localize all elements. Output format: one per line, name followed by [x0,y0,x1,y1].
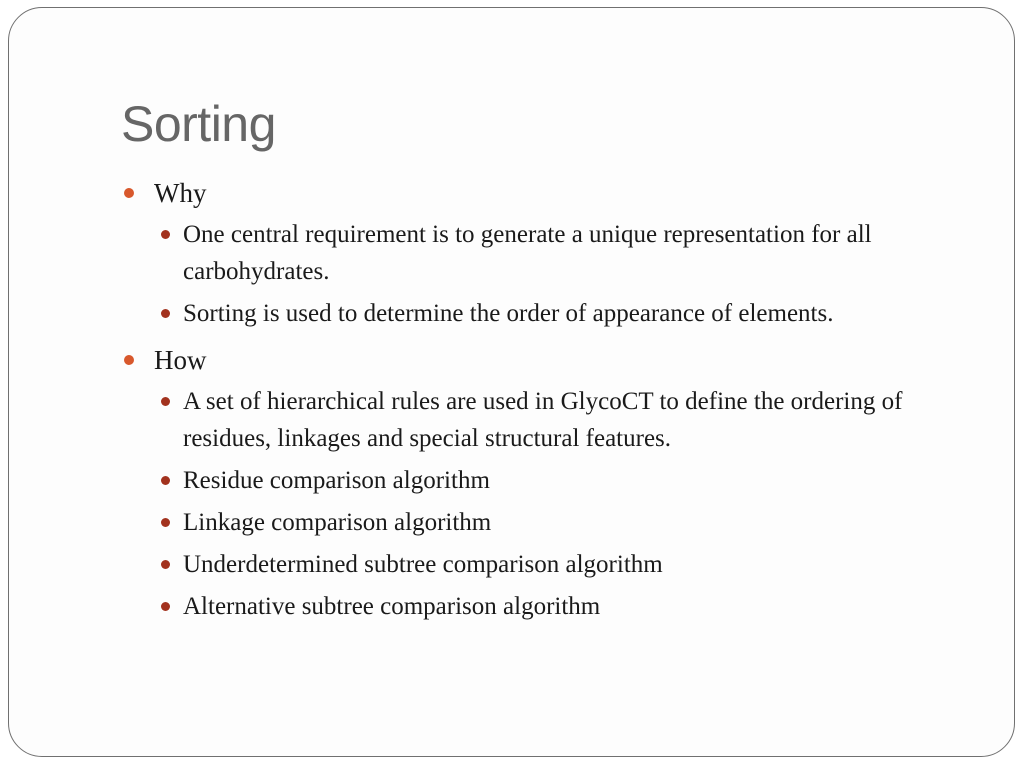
slide-title: Sorting [121,96,276,152]
list-item [123,295,973,332]
list-item [123,462,973,499]
list-item-text: A set of hierarchical rules are used in GlycoCT to define the ordering of residues, linkages and special structural features. [183,388,903,452]
list-item-text: Residue comparison algorithm [183,467,490,494]
list-item [123,216,973,290]
how-sub-list [123,383,973,625]
sub-bullet-dot-icon [161,560,170,569]
sub-bullet-dot-icon [161,397,170,406]
bullet-heading: Why [154,178,207,208]
why-sub-list [123,216,973,332]
sub-bullet-dot-icon [161,309,170,318]
sub-bullet-dot-icon [161,518,170,527]
list-item-text: Sorting is used to determine the order of appearance of elements. [183,300,834,327]
bullet-heading: How [154,345,207,375]
bullet-dot-icon [124,355,134,365]
list-item [123,504,973,541]
slide-body [123,175,973,635]
bullet-how [123,342,973,378]
list-item [123,588,973,625]
list-item-text: Linkage comparison algorithm [183,509,492,536]
list-item [123,546,973,583]
sub-bullet-dot-icon [161,476,170,485]
bullet-dot-icon [124,188,134,198]
sub-bullet-dot-icon [161,602,170,611]
list-item-text: One central requirement is to generate a unique representation for all carbohydrates. [183,221,872,285]
sub-bullet-dot-icon [161,230,170,239]
slide-frame [8,7,1015,757]
list-item-text: Underdetermined subtree comparison algorithm [183,551,663,578]
bullet-why [123,175,973,211]
list-item-text: Alternative subtree comparison algorithm [183,593,601,620]
list-item [123,383,973,457]
